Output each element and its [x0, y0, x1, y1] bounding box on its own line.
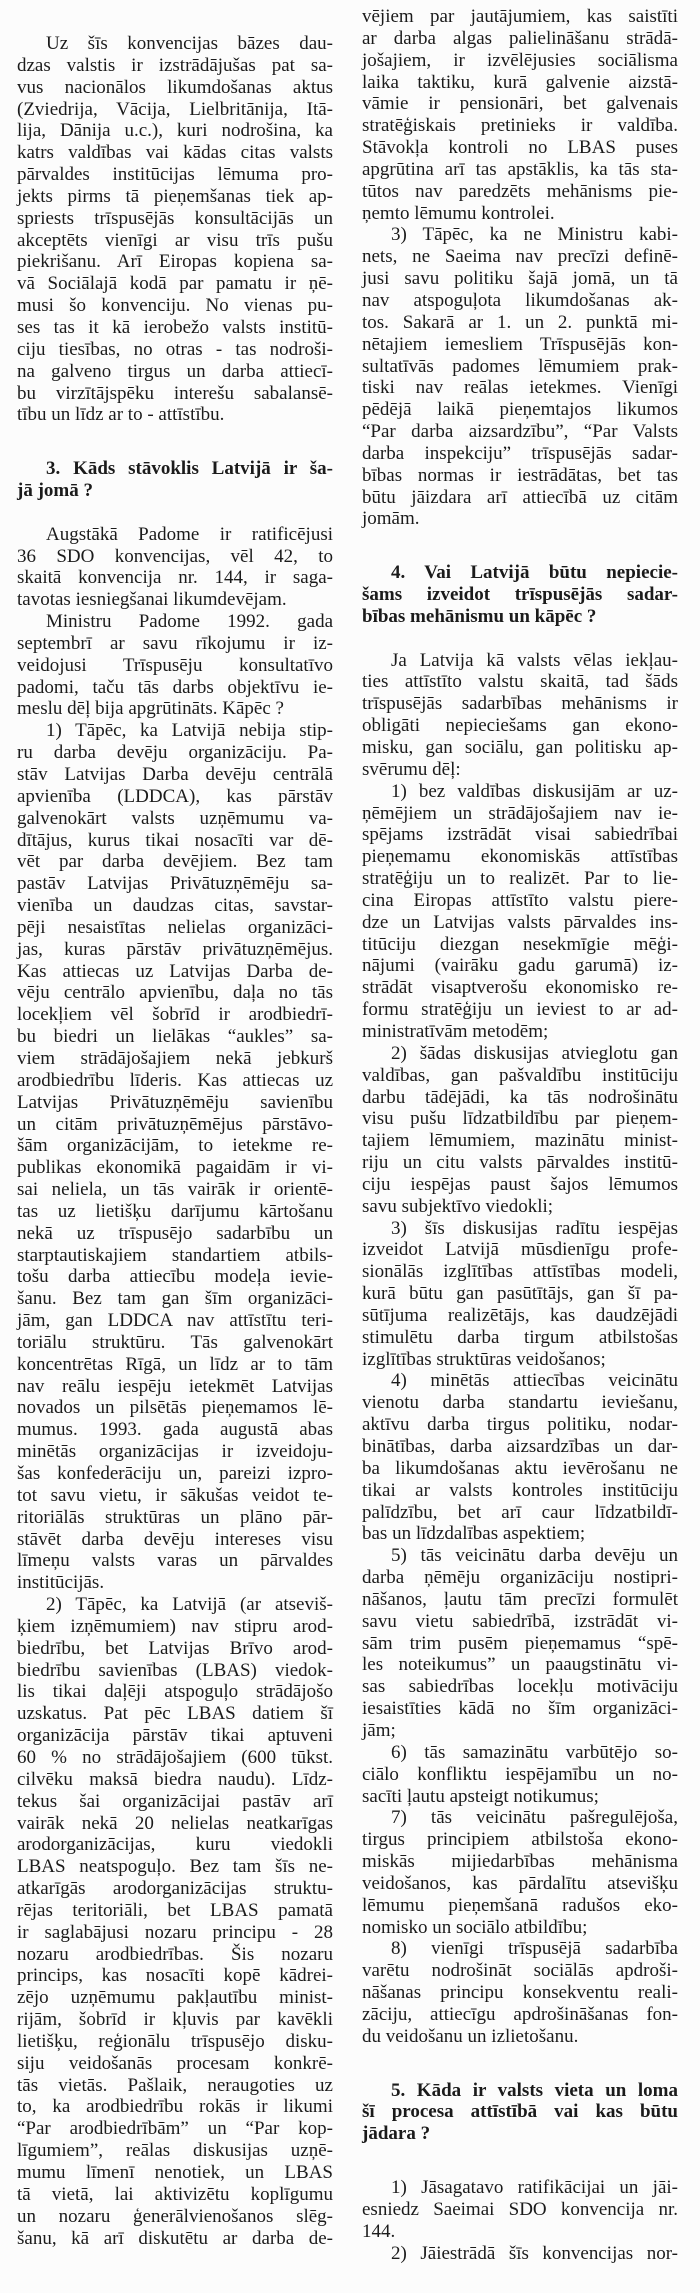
text-line: skaitā konvencija nr. 144, ir saga-: [17, 567, 333, 589]
text-line: varētu nodrošināt sociālās apdroši-: [362, 1960, 678, 1982]
section-heading: [362, 562, 678, 628]
text-line: un nozaru ģenerālvienošanos slēg-: [17, 2205, 333, 2227]
text-line: šanu, kā arī diskutētu ar darba de-: [17, 2227, 333, 2249]
text-line: lietišķu, reģionālu trīspusējo disku-: [17, 2030, 333, 2052]
text-line: 3) Tāpēc, ka ne Ministru kabi-: [391, 224, 678, 246]
text-line: titūciju diezgan nesekmīgie mēģi-: [362, 933, 678, 955]
text-line: nājumi (vairāku gadu garumā) iz-: [362, 955, 678, 977]
text-line: galvenokārt valsts uzņēmumu va-: [17, 807, 333, 829]
text-line: Uz šīs konvencijas bāzes dau-: [46, 33, 333, 54]
text-line: tiski nav reālas ietekmes. Vienīgi: [362, 377, 678, 399]
text-line: dzas valstis ir izstrādājušas pat sa-: [17, 54, 333, 76]
heading-line: jā jomā ?: [17, 480, 93, 502]
text-line: rējas teritoriāli, bet LBAS pamatā: [17, 1899, 333, 1921]
text-line: obligāti nepieciešams gan ekono-: [362, 715, 678, 737]
text-line: nāšanos, ļautu tām precīzi formulēt: [362, 1588, 678, 1610]
text-line: ministratīvām metodēm;: [362, 1020, 549, 1042]
text-line: nozaru arodbiedrības. Šis nozaru: [17, 1943, 333, 1965]
heading-line: bības mehānismu un kāpēc ?: [362, 605, 597, 627]
text-line: un citām privātuzņēmējus pārstāvo-: [17, 1113, 333, 1135]
text-line: miskās mijiedarbības mehānisma: [362, 1851, 678, 1873]
text-line: zējo uzņēmumu pakļautību minist-: [17, 1987, 333, 2009]
text-line: tavotas iesniegšanai likumdevējam.: [17, 589, 287, 611]
text-line: tirgus principiem atbilstoša ekono-: [362, 1829, 678, 1851]
text-line: jām;: [362, 1719, 396, 1741]
text-line: Stāvokļa kontroli no LBAS puses: [362, 137, 678, 159]
text-line: spriests trīspusējās konsultācijās un: [17, 207, 333, 229]
text-line: līgumiem”, reālas diskusijas uzņē-: [17, 2140, 333, 2162]
text-line: darba inspekciju” trīspusējās sadar-: [362, 442, 678, 464]
text-line: “Par arodbiedrībām” un “Par kop-: [17, 2118, 333, 2140]
text-line: cina Eiropas attīstīto valstu piere-: [362, 889, 678, 911]
text-line: viem strādājošajiem nekā jebkurš: [17, 1047, 333, 1069]
heading-line: šams izveidot trīspusējās sadar-: [362, 584, 678, 606]
paragraph: [362, 650, 678, 781]
paragraph: [362, 224, 678, 530]
text-line: palīdzību, bet arī caur līdzatbildī-: [362, 1501, 678, 1523]
text-line: Ja Latvija kā valsts vēlas iekļau-: [391, 649, 678, 671]
paragraph-spacer: [17, 426, 333, 458]
text-line: nekā uz trīspusējo sadarbību un: [17, 1222, 333, 1244]
text-line: toriālu struktūru. Tās galvenokārt: [17, 1331, 333, 1353]
text-line: 36 SDO konvencijas, vēl 42, to: [17, 545, 333, 567]
text-line: laika taktiku, kurā galvenie aizstā-: [362, 71, 678, 93]
text-line: (Zviedrija, Vācija, Lielbritānija, Itā-: [17, 98, 333, 120]
text-line: Augstākā Padome ir ratificējusi: [46, 523, 333, 545]
text-line: ties attīstīto valstu skaitā, tad šāds: [362, 671, 678, 693]
text-line: aktīvu darba tirgus politiku, nodar-: [362, 1414, 678, 1436]
paragraph-spacer: [362, 530, 678, 562]
text-line: locekļiem vēl šobrīd ir arodbiedrī-: [17, 1004, 333, 1026]
paragraph: [17, 720, 333, 1594]
text-line: ciju tiesības, no otras - tas nodroši-: [17, 338, 333, 360]
text-line: Latvijas Privātuzņēmēju savienību: [17, 1091, 333, 1113]
text-line: 1) Jāsagatavo ratifikācijai un jāi-: [391, 2177, 678, 2199]
text-line: vēt par darba devējiem. Bez tam: [17, 851, 333, 873]
text-line: Kas attiecas uz Latvijas Darba de-: [17, 960, 333, 982]
text-line: darba ņēmēju organizāciju nostipri-: [362, 1567, 678, 1589]
text-line: nets, ne Saeima nav precīzi definē-: [362, 246, 678, 268]
text-line: 4) minētās attiecības veicinātu: [391, 1370, 678, 1392]
text-line: stratēģiju un to realizēt. Par to lie-: [362, 868, 678, 890]
text-line: nētajiem iemesliem Trīspusējās kon-: [362, 333, 678, 355]
paragraph: [17, 1594, 333, 2249]
text-line: dītājus, kurus tikai nosacīti var dē-: [17, 829, 333, 851]
text-line: strādāt visaptverošu ekonomisko re-: [362, 977, 678, 999]
text-line: 60 % no strādājošajiem (600 tūkst.: [17, 1746, 333, 1768]
paragraph: [362, 2177, 678, 2243]
text-line: ņemto lēmumu kontrolei.: [362, 202, 555, 224]
text-line: 144.: [362, 2220, 396, 2242]
text-line: nomisko un sociālo atbildību;: [362, 1916, 588, 1938]
text-line: novados un pilsētās pieņemamos lē-: [17, 1397, 333, 1419]
text-line: tās vietās. Pašlaik, neraugoties uz: [17, 2074, 333, 2096]
text-line: minētās organizācijas ir izveidoju-: [17, 1441, 333, 1463]
paragraph: [362, 1545, 678, 1742]
text-line: stimulētu darba tirgum atbilstošas: [362, 1326, 678, 1348]
text-line: kurā būtu gan pasūtītājs, gan šī pa-: [362, 1283, 678, 1305]
text-line: ritoriālās struktūras un plāno pār-: [17, 1506, 333, 1528]
heading-line: 3. Kāds stāvoklis Latvijā ir ša-: [46, 458, 333, 480]
text-line: 2) šādas diskusijas atvieglotu gan: [391, 1042, 678, 1064]
text-line: vienotu darba standartu ieviešanu,: [362, 1392, 678, 1414]
text-line: bu biedri un lielākas “aukles” sa-: [17, 1026, 333, 1048]
paragraph: [362, 1807, 678, 1938]
paragraph: [362, 1370, 678, 1545]
text-line: starptautiskajiem standartiem atbils-: [17, 1244, 333, 1266]
text-line: piekrišanu. Arī Eiropas kopiena sa-: [17, 251, 333, 273]
text-line: stāvēt darba devēju intereses visu: [17, 1528, 333, 1550]
text-line: sām trim pusēm pieņemamus “spē-: [362, 1632, 678, 1654]
text-line: savu subjektīvo viedokli;: [362, 1195, 554, 1217]
text-line: biedrību, bet Latvijas Brīvo arod-: [17, 1637, 333, 1659]
text-line: jām, gan LDDCA nav attīstītu teri-: [17, 1310, 333, 1332]
text-line: tūtos nav paredzēts mehānisms pie-: [362, 180, 678, 202]
text-line: tību un līdz ar to - attīstību.: [17, 404, 225, 426]
text-line: na galveno tirgus un darba attiecī-: [17, 360, 333, 382]
text-line: veidojusi Trīspusēju konsultatīvo: [17, 654, 333, 676]
text-line: “Par darba aizsardzību”, “Par Valsts: [362, 421, 678, 443]
text-line: jošajiem, ir izvēlējusies sociālisma: [362, 49, 678, 71]
text-line: mumus. 1993. gada augustā abas: [17, 1419, 333, 1441]
paragraph: [17, 33, 333, 426]
text-line: pastāv Latvijas Privātuzņēmēju sa-: [17, 873, 333, 895]
text-line: ar darba algas palielināšanu strādā-: [362, 27, 678, 49]
section-heading: [362, 2080, 678, 2146]
right-column: [362, 6, 678, 2265]
paragraph: [17, 611, 333, 720]
text-line: ru darba devēju organizāciju. Pa-: [17, 742, 333, 764]
text-line: institūcijās.: [17, 1572, 105, 1594]
text-line: sai neliela, un tās vairāk ir orientē-: [17, 1179, 333, 1201]
text-line: būtu jāizdara arī attiecībā uz citām: [362, 486, 678, 508]
text-line: atkarīgās arodorganizācijas struktu-: [17, 1878, 333, 1900]
text-line: koncentrētas Rīgā, un līdz ar to tām: [17, 1353, 333, 1375]
paragraph: [362, 1938, 678, 2047]
text-line: organizācija pārstāv tikai aptuveni: [17, 1725, 333, 1747]
paragraph-spacer: [362, 2145, 678, 2177]
text-line: 1) bez valdības diskusijām ar uz-: [391, 780, 678, 802]
text-line: sas sabiedrības locekļu motivāciju: [362, 1676, 678, 1698]
text-line: arodbiedrību līderis. Kas attiecas uz: [17, 1069, 333, 1091]
text-line: mumu līmenī nenotiek, un LBAS: [17, 2162, 333, 2183]
text-line: apvienība (LDDCA), kas pārstāv: [17, 785, 333, 807]
text-line: apgrūtina arī tas apstāklis, ka tās sta-: [362, 158, 678, 180]
text-line: ķiem izņēmumiem) nav stipru arod-: [17, 1615, 333, 1637]
text-line: zāciju, attiecīgu apdrošināšanas fon-: [362, 2003, 678, 2025]
text-line: publikas ekonomikā pagaidām ir vi-: [17, 1157, 333, 1179]
text-line: sacīti ļautu apsteigt notikumus;: [362, 1785, 599, 1807]
text-line: meslu dēļ bija apgrūtināts. Kāpēc ?: [17, 698, 284, 720]
text-line: tikai ar valsts kontroles institūciju: [362, 1479, 678, 1501]
text-line: padomi, taču tās darbs objektīvu ie-: [17, 676, 333, 698]
paragraph-spacer: [362, 628, 678, 650]
text-line: 6) tās samazinātu varbūtējo so-: [391, 1741, 678, 1763]
text-line: arodorganizācijas, kuru viedokli: [17, 1834, 333, 1856]
text-line: 2) Jāiestrādā šīs konvencijas nor-: [391, 2242, 678, 2264]
text-line: 8) vienīgi trīspusējā sadarbība: [391, 1938, 678, 1960]
text-line: vēju centrālo apvienību, daļa no tās: [17, 982, 333, 1004]
text-line: iesaistīties kādā no šīm organizāci-: [362, 1698, 678, 1720]
text-line: veidošanos, kas pārdalītu atsevišķu: [362, 1872, 678, 1894]
text-line: musi šo konvenciju. No vienas pu-: [17, 295, 333, 317]
text-line: svērumu dēļ:: [362, 758, 461, 780]
text-line: trīspusējās sadarbības mehānisms ir: [362, 693, 678, 715]
heading-line: jādara ?: [362, 2123, 431, 2145]
text-line: sionālās izglītības attīstības modeli,: [362, 1261, 678, 1283]
text-line: vāmie ir pensionāri, bet galvenais: [362, 93, 678, 115]
text-line: tajiem lēmumiem, mazinātu minist-: [362, 1130, 678, 1152]
text-line: šanu. Bez tam gan šīm organizāci-: [17, 1288, 333, 1310]
text-line: ciju iespējas paust šajos lēmumos: [362, 1173, 678, 1195]
text-line: misku, gan sociālu, gan politisku ap-: [362, 737, 678, 758]
text-line: formu stratēģiju un ieviest to ar ad-: [362, 999, 678, 1021]
paragraph: [362, 1742, 678, 1808]
text-line: vējiem par jautājumiem, kas saistīti: [362, 6, 678, 27]
text-line: 1) Tāpēc, ka Latvijā nebija stip-: [46, 720, 333, 742]
text-line: bas un līdzdalības aspektiem;: [362, 1523, 586, 1545]
text-line: ses tas it kā ierobežo valsts institū-: [17, 316, 333, 338]
text-line: princips, kas nosacīti kopē kādrei-: [17, 1965, 333, 1987]
text-line: akceptēts vienīgi ar visu trīs pušu: [17, 229, 333, 251]
text-line: tā vietā, lai aktivizētu koplīgumu: [17, 2183, 333, 2205]
text-line: stāv Latvijas Darba devēju centrālā: [17, 764, 333, 785]
text-line: jomām.: [362, 508, 420, 530]
text-line: tošu darba attiecību modeļa ievie-: [17, 1266, 333, 1288]
text-line: vus nacionālos likumdošanas aktus: [17, 76, 333, 98]
text-line: jusi savu politiku šajā jomā, un tā: [362, 268, 678, 290]
text-line: du veidošanu un izlietošanu.: [362, 2025, 579, 2047]
text-line: nav atspoguļota likumdošanas ak-: [362, 289, 678, 311]
text-line: bu virzītājspēku interešu sabalansē-: [17, 382, 333, 404]
text-line: siju veidošanās procesam konkrē-: [17, 2052, 333, 2074]
text-line: uzskatus. Pat pēc LBAS datiem šī: [17, 1703, 333, 1725]
text-line: lija, Dānija u.c.), kuri nodrošina, ka: [17, 120, 333, 142]
text-line: izveidot Latvijā mūsdienīgu profe-: [362, 1239, 678, 1261]
text-line: lis tikai daļēji atspoguļo strādājošo: [17, 1681, 333, 1703]
text-line: vienība un daudzas citas, savstar-: [17, 895, 333, 917]
paragraph: [362, 1043, 678, 1218]
text-line: savu vietu sabiedrībā, izstrādāt vi-: [362, 1610, 678, 1632]
paragraph: [362, 6, 678, 224]
text-line: šām organizācijām, to ietekme re-: [17, 1135, 333, 1157]
text-line: 3) šīs diskusijas radītu iespējas: [391, 1217, 678, 1239]
text-line: pārvaldes institūcijas lēmuma pro-: [17, 164, 333, 186]
text-line: darbu tādējādi, ka tās nodrošinātu: [362, 1086, 678, 1108]
text-line: stratēģiskais pretinieks ir valdība.: [362, 115, 678, 137]
text-line: LBAS neatspoguļo. Bez tam šīs ne-: [17, 1856, 333, 1878]
paragraph-spacer: [362, 2048, 678, 2080]
text-line: 2) Tāpēc, ka Latvijā (ar atseviš-: [46, 1594, 333, 1616]
text-line: katrs valdības vai kādas citas valsts: [17, 142, 333, 164]
text-line: tot savu vietu, ir sākušas veidot te-: [17, 1484, 333, 1506]
text-line: lēmumu pieņemšanā radušos eko-: [362, 1894, 678, 1916]
text-line: sūtījuma realizētājs, kas daudzējādi: [362, 1304, 678, 1326]
text-line: ba likumdošanas aktu ievērošanu ne: [362, 1457, 678, 1479]
text-line: Ministru Padome 1992. gada: [46, 611, 333, 633]
text-line: valdības, gan pašvaldību institūciju: [362, 1064, 678, 1086]
text-line: vā Sociālajā kodā par pamatu ir ņē-: [17, 273, 333, 295]
paragraph: [17, 524, 333, 611]
text-line: les noteikumus” un paaugstinātu vi-: [362, 1654, 678, 1676]
text-line: tas uz lietišķu darījumu kārtošanu: [17, 1200, 333, 1222]
paragraph: [362, 2243, 678, 2265]
text-line: nāšanas principu konsekventu reali-: [362, 1982, 678, 2004]
text-line: pēji nesaistītas nelielas organizāci-: [17, 916, 333, 938]
text-line: jekts pirms tā pieņemšanas tiek ap-: [17, 185, 333, 207]
text-line: ir saglabājusi nozaru principu - 28: [17, 1921, 333, 1943]
paragraph: [362, 1218, 678, 1371]
heading-line: 5. Kāda ir valsts vieta un loma: [391, 2079, 678, 2101]
text-line: šas konfederāciju un, pareizi izpro-: [17, 1463, 333, 1484]
paragraph-spacer: [17, 502, 333, 524]
text-line: ņēmējiem un strādājošajiem nav ie-: [362, 802, 678, 824]
left-column: [17, 33, 333, 2249]
text-line: līmeņu valsts varas un pārvaldes: [17, 1550, 333, 1572]
text-line: biedrību savienības (LBAS) viedok-: [17, 1659, 333, 1681]
text-line: ciālo konfliktu iespējamību un no-: [362, 1763, 678, 1785]
text-line: spējams izstrādāt visai sabiedrībai: [362, 824, 678, 846]
text-line: 5) tās veicinātu darba devēju un: [391, 1545, 678, 1567]
text-line: vairāk nekā 20 nelielas neatkarīgas: [17, 1812, 333, 1834]
text-line: jas, kuras pārstāv privātuzņēmējus.: [17, 938, 333, 960]
section-heading: [17, 458, 333, 502]
text-line: dze un Latvijas valsts pārvaldes ins-: [362, 911, 678, 933]
text-line: esniedz Saeimai SDO konvencija nr.: [362, 2199, 678, 2220]
text-line: pēdējā laikā pieņemtajos likumos: [362, 399, 678, 421]
text-line: to, ka arodbiedrību rokās ir likumi: [17, 2096, 333, 2118]
text-line: tekus šai organizācijai pastāv arī: [17, 1790, 333, 1812]
heading-line: 4. Vai Latvijā būtu nepiecie-: [391, 562, 678, 584]
text-line: cilvēku maksā biedra naudu). Līdz-: [17, 1768, 333, 1790]
text-line: nav reālu iespēju ietekmēt Latvijas: [17, 1375, 333, 1397]
text-line: rijām, šobrīd ir kļuvis par kavēkli: [17, 2009, 333, 2031]
text-line: pieņemamu ekonomiskās attīstības: [362, 846, 678, 868]
text-line: sultatīvās padomes lēmumiem prak-: [362, 355, 678, 377]
text-line: tos. Sakarā ar 1. un 2. punktā mi-: [362, 311, 678, 333]
text-line: septembrī ar savu rīkojumu ir iz-: [17, 632, 333, 654]
text-line: bības normas ir iestrādātas, bet tas: [362, 464, 678, 486]
paragraph: [362, 781, 678, 1043]
text-line: riju un citu valsts pārvaldes institū-: [362, 1152, 678, 1174]
text-line: binātības, darba aizsardzības un dar-: [362, 1436, 678, 1457]
text-line: 7) tās veicinātu pašregulējoša,: [391, 1807, 678, 1829]
text-line: izglītības struktūras veidošanos;: [362, 1348, 606, 1370]
text-line: visu pušu līdzatbildību par pieņem-: [362, 1108, 678, 1130]
heading-line: šī procesa attīstībā vai kas būtu: [362, 2101, 678, 2123]
